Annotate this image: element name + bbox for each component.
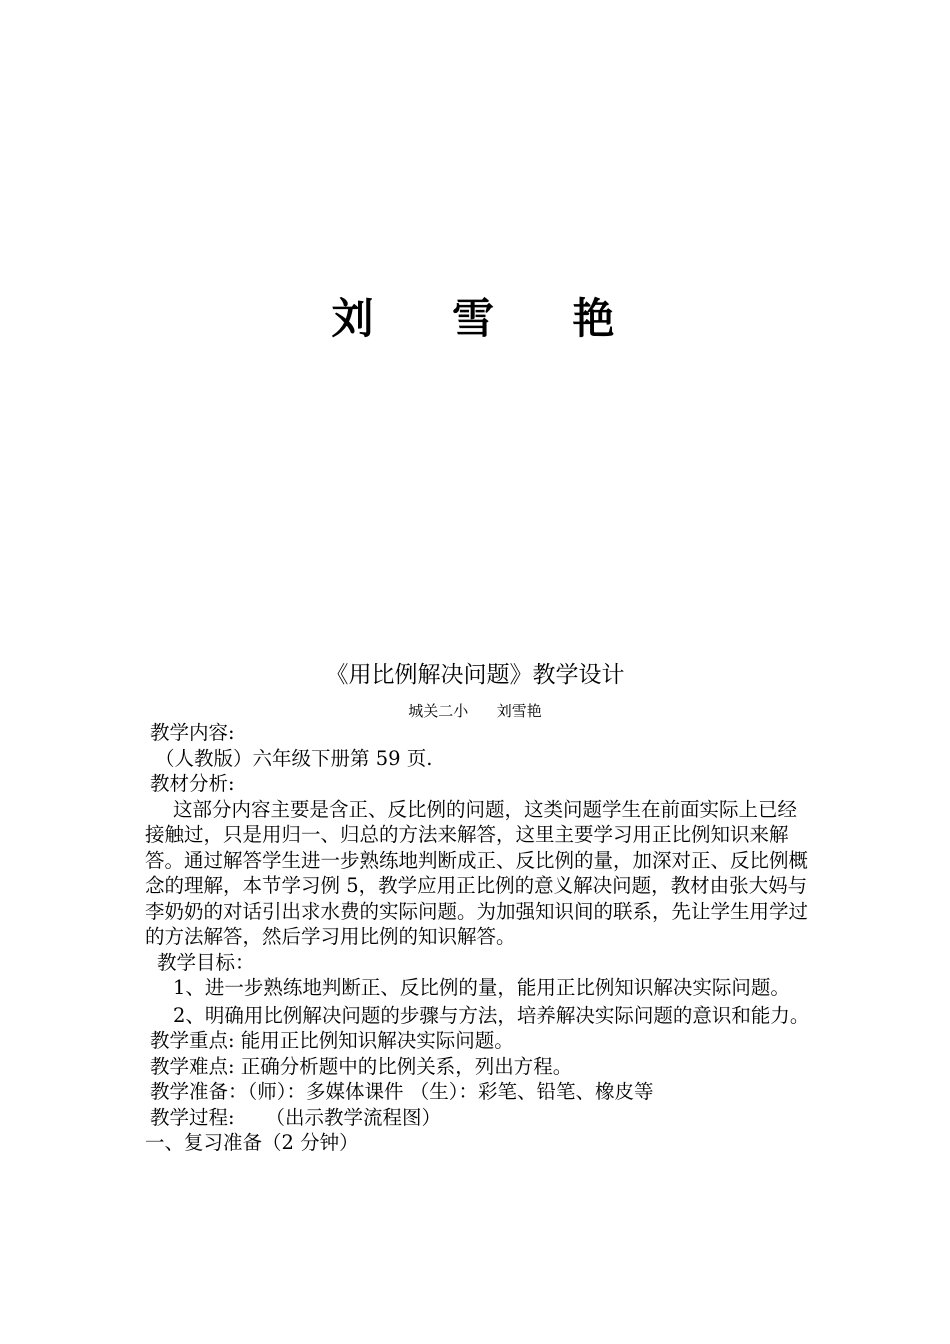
section-review-preparation: 一、复习准备（2 分钟） — [145, 1131, 359, 1154]
heading-teaching-goals: 教学目标： — [157, 950, 255, 974]
goal-item-1: 1、进一步熟练地判断正、反比例的量，能用正比例知识解决实际问题。 — [173, 976, 790, 999]
document-body — [145, 720, 810, 1156]
teaching-key-point: 教学重点: 能用正比例知识解决实际问题。 — [150, 1029, 514, 1052]
textbook-reference: （人教版）六年级下册第 59 页. — [155, 746, 433, 770]
material-analysis-paragraph: 这部分内容主要是含正、反比例的问题，这类问题学生在前面实际上已经接触过，只是用归一、归总的方法来解答，这里主要学习用正比例知识来解答。通过解答学生进一步熟练地判断成正、反比例的量，加深对正、反比例概念的理解，本节学习例 5，教学应用正比例的意义解决问题，教材由张大妈与李奶奶的对话引出求水费的实际问题。为加强知识间的联系，先让学生用学过的方法解答，然后学习用比例的知识解答。 — [145, 797, 809, 948]
document-author-line: 城关二小 刘雪艳 — [408, 702, 542, 720]
document-title: 《用比例解决问题》教学设计 — [325, 662, 625, 688]
teaching-preparation: 教学准备：（师）：多媒体课件 （生）：彩笔、铅笔、橡皮等 — [150, 1080, 654, 1103]
teaching-process: 教学过程: （出示教学流程图） — [150, 1105, 442, 1129]
teaching-difficulty: 教学难点: 正确分析题中的比例关系，列出方程。 — [150, 1054, 573, 1078]
heading-teaching-content: 教学内容: — [150, 721, 235, 744]
heading-material-analysis: 教材分析: — [150, 772, 235, 795]
cover-author-name: 刘 雪 艳 — [331, 294, 619, 343]
goal-item-2: 2、明确用比例解决问题的步骤与方法，培养解决实际问题的意识和能力。 — [173, 1003, 810, 1027]
